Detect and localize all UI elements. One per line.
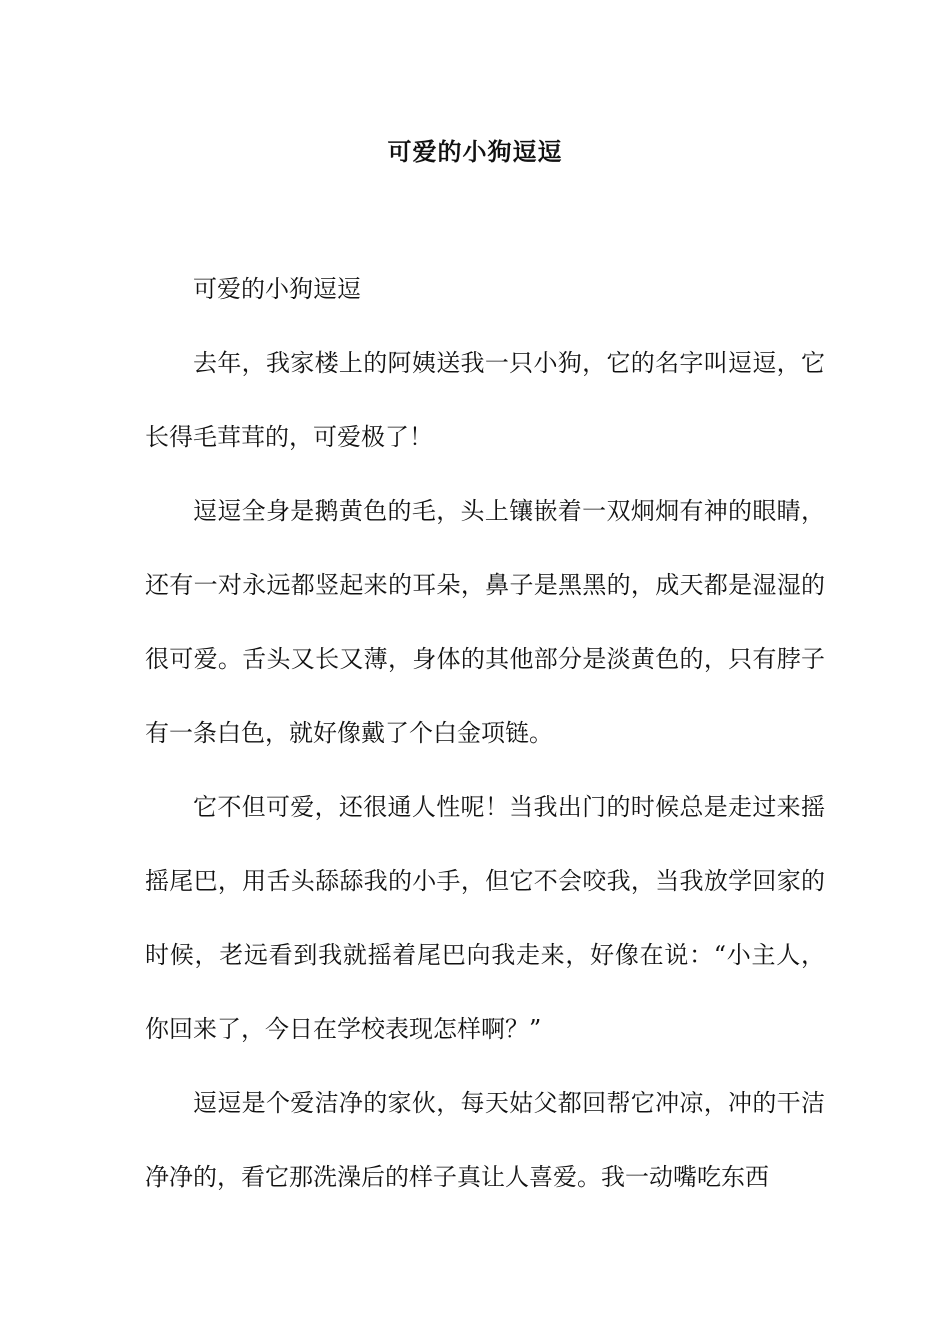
document-body xyxy=(145,252,825,1214)
document-title: 可爱的小狗逗逗 xyxy=(387,137,563,166)
paragraph-intro: 去年，我家楼上的阿姨送我一只小狗，它的名字叫逗逗，它长得毛茸茸的，可爱极了！ xyxy=(145,349,825,451)
paragraph-subtitle: 可爱的小狗逗逗 xyxy=(193,275,361,303)
paragraph-bathing: 逗逗是个爱洁净的家伙，每天姑父都回帮它冲凉，冲的干洁净净的，看它那洗澡后的样子真让人喜爱。我一动嘴吃东西 xyxy=(145,1089,825,1191)
paragraph-behavior: 它不但可爱，还很通人性呢！当我出门的时候总是走过来摇摇尾巴，用舌头舔舔我的小手，但它不会咬我，当我放学回家的时候，老远看到我就摇着尾巴向我走来，好像在说：“小主人，你回来了，今日在学校表现怎样啊？” xyxy=(145,793,825,1043)
paragraph-appearance: 逗逗全身是鹅黄色的毛，头上镶嵌着一双炯炯有神的眼睛，还有一对永远都竖起来的耳朵，鼻子是黑黑的，成天都是湿湿的很可爱。舌头又长又薄，身体的其他部分是淡黄色的，只有脖子有一条白色，就好像戴了个白金项链。 xyxy=(145,497,825,747)
